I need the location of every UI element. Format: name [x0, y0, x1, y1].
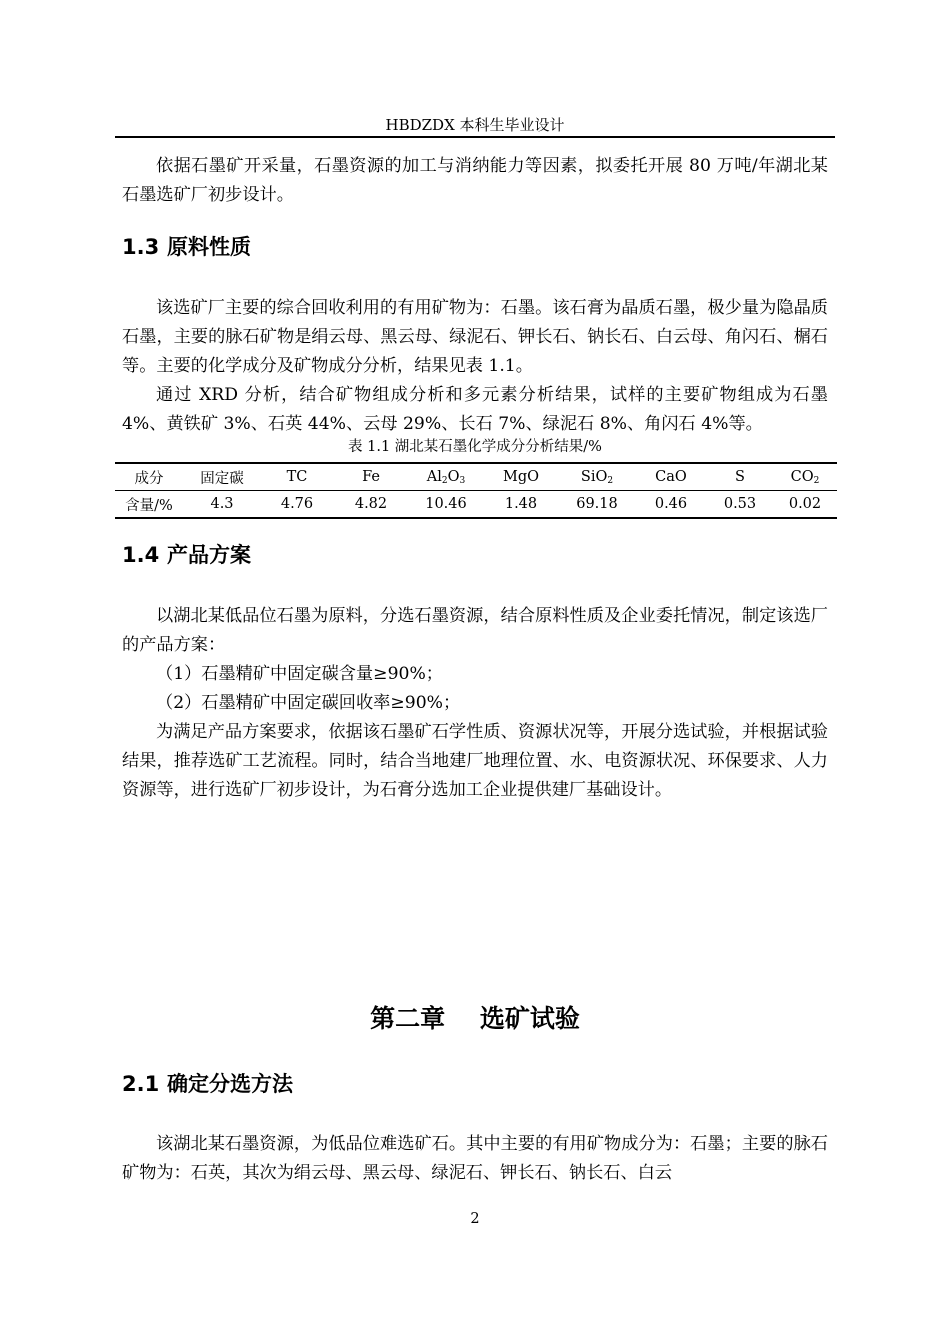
paragraph: 为满足产品方案要求，依据该石墨矿石学性质、资源状况等，开展分选试验，并根据试验结果，推荐选矿工艺流程。同时，结合当地建厂地理位置、水、电资源状况、环保要求、人力资源等，进行选矿厂初步设计，为石膏分选加工企业提供建厂基础设计。	[122, 722, 828, 800]
intro-block	[122, 152, 828, 210]
chapter-heading: 第二章 选矿试验	[370, 1004, 580, 1033]
section-heading-1-3	[122, 233, 251, 261]
table-cell: 4.76	[261, 491, 333, 519]
list-item: （1）石墨精矿中固定碳含量≥90%；	[156, 664, 443, 684]
section-1-3-body	[122, 294, 828, 439]
table-cell: 0.46	[635, 491, 707, 519]
table-header-cell: $Al_2O_3$	[409, 463, 483, 491]
running-header: HBDZDX 本科生毕业设计	[385, 116, 565, 134]
section-number: 1.3	[122, 235, 160, 259]
table-header-cell: Fe	[333, 463, 409, 491]
section-title-text: 原料性质	[167, 235, 251, 259]
paragraph: 该选矿厂主要的综合回收利用的有用矿物为：石墨。该石膏为晶质石墨，极少量为隐晶质石墨，主要的脉石矿物是绢云母、黑云母、绿泥石、钾长石、钠长石、白云母、角闪石、榍石等。主要的化学成分及矿物成分分析，结果见表 1.1。	[122, 298, 828, 376]
table-header-cell: 固定碳	[183, 463, 261, 491]
header-rule	[115, 136, 835, 138]
table-header-cell: SiO$_2$	[559, 463, 635, 491]
table-cell: 4.3	[183, 491, 261, 519]
table-cell: 含量/%	[115, 491, 183, 519]
table-cell: 10.46	[409, 491, 483, 519]
section-2-1-body	[122, 1130, 828, 1188]
table-header-cell: MgO	[483, 463, 559, 491]
section-heading-2-1	[122, 1070, 293, 1098]
page-number: 2	[470, 1211, 480, 1227]
paragraph: 以湖北某低品位石墨为原料，分选石墨资源，结合原料性质及企业委托情况，制定该选厂的产品方案：	[122, 606, 828, 655]
table-header-cell: TC	[261, 463, 333, 491]
table-caption: 表 1.1 湖北某石墨化学成分分析结果/%	[348, 439, 602, 455]
section-number: 2.1	[122, 1072, 160, 1096]
intro-paragraph: 依据石墨矿开采量，石墨资源的加工与消纳能力等因素，拟委托开展 80 万吨/年湖北某石墨选矿厂初步设计。	[122, 156, 828, 205]
table-header-row	[115, 463, 837, 491]
table-cell: 0.02	[773, 491, 837, 519]
table-row	[115, 491, 837, 519]
table-header-cell: $CO_2$	[773, 463, 837, 491]
section-title-text: 产品方案	[167, 543, 251, 567]
table-cell: 0.53	[707, 491, 773, 519]
list-item: （2）石墨精矿中固定碳回收率≥90%；	[156, 693, 461, 713]
section-heading-1-4	[122, 541, 251, 569]
table-header-cell: 成分	[115, 463, 183, 491]
table-cell: 4.82	[333, 491, 409, 519]
section-1-4-body	[122, 602, 828, 805]
table-cell: 1.48	[483, 491, 559, 519]
table-header-cell: CaO	[635, 463, 707, 491]
section-number: 1.4	[122, 543, 160, 567]
paragraph: 该湖北某石墨资源，为低品位难选矿石。其中主要的有用矿物成分为：石墨；主要的脉石矿物为：石英，其次为绢云母、黑云母、绿泥石、钾长石、钠长石、白云	[122, 1134, 828, 1183]
paragraph: 通过 XRD 分析，结合矿物组成分析和多元素分析结果，试样的主要矿物组成为石墨 4%、黄铁矿 3%、石英 44%、云母 29%、长石 7%、绿泥石 8%、角闪石 4%等。	[122, 385, 828, 434]
section-title-text: 确定分选方法	[167, 1072, 293, 1096]
chemical-analysis-table	[115, 462, 837, 519]
table-cell: 69.18	[559, 491, 635, 519]
table-header-cell: S	[707, 463, 773, 491]
